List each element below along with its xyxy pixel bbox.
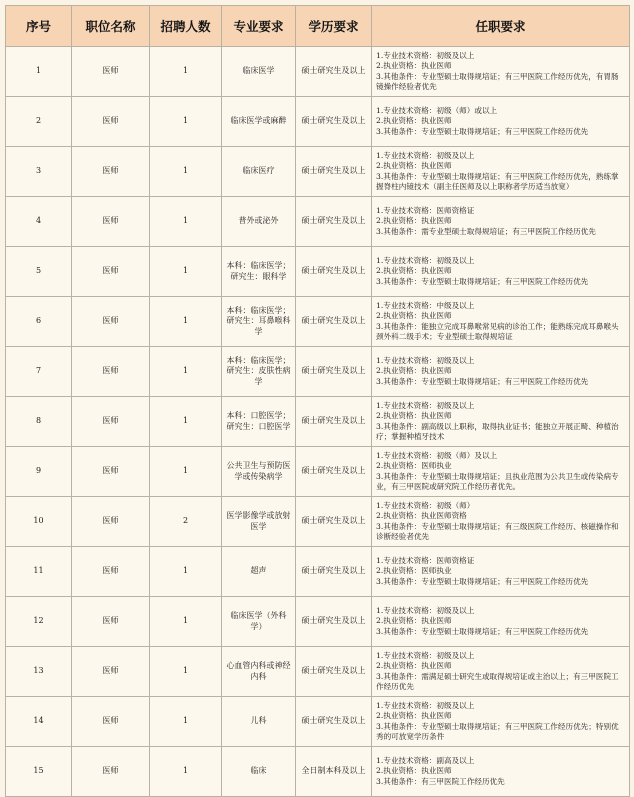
requirement-line: 3.其他条件：需专业型硕士取得规培证；有三甲医院工作经历优先 [376, 226, 596, 236]
cell-major: 儿科 [222, 697, 296, 747]
cell-major: 本科：口腔医学；研究生：口腔医学 [222, 397, 296, 447]
table-row [6, 647, 630, 697]
cell-no: 11 [6, 547, 72, 597]
requirement-line: 2.执业资格：执业医师 [376, 411, 452, 421]
cell-major: 普外或泌外 [222, 197, 296, 247]
requirement-line: 1.专业技术资格：副高及以上 [376, 756, 475, 766]
cell-education: 硕士研究生及以上 [296, 297, 372, 347]
table-row [6, 197, 630, 247]
cell-no: 12 [6, 597, 72, 647]
requirement-line: 1.专业技术资格：中级及以上 [376, 301, 475, 311]
cell-count: 1 [150, 297, 222, 347]
cell-no: 5 [6, 247, 72, 297]
cell-count: 1 [150, 697, 222, 747]
requirement-line: 3.其他条件：有三甲医院工作经历优先 [376, 776, 505, 786]
requirement-line: 1.专业技术资格：初级（师）及以上 [376, 451, 498, 461]
cell-no: 2 [6, 97, 72, 147]
cell-no: 8 [6, 397, 72, 447]
cell-count: 1 [150, 97, 222, 147]
cell-requirements [372, 447, 630, 497]
requirement-line: 1.专业技术资格：医师资格证 [376, 556, 475, 566]
requirement-line: 1.专业技术资格：初级及以上 [376, 51, 475, 61]
requirement-line: 3.其他条件：专业型硕士取得规培证；有三级医院工作经历、核磁操作和诊断经验者优先 [376, 521, 619, 541]
requirement-line: 2.执业资格：执业医师 [376, 311, 452, 321]
cell-education: 硕士研究生及以上 [296, 547, 372, 597]
cell-title: 医师 [72, 247, 150, 297]
cell-requirements [372, 47, 630, 97]
table-row [6, 147, 630, 197]
cell-requirements [372, 197, 630, 247]
recruitment-table [5, 5, 630, 797]
cell-title: 医师 [72, 697, 150, 747]
requirement-line: 3.其他条件：专业型硕士取得规培证；有三甲医院工作经历优先，熟练掌握脊柱内镜技术（副主任医师及以上职称者学历适当放宽） [376, 171, 619, 191]
cell-no: 9 [6, 447, 72, 497]
requirement-line: 3.其他条件：专业型硕士取得规培证；有三甲医院工作经历优先 [376, 276, 589, 286]
cell-major: 医学影像学或放射医学 [222, 497, 296, 547]
cell-requirements [372, 397, 630, 447]
table-row [6, 497, 630, 547]
cell-education: 硕士研究生及以上 [296, 397, 372, 447]
requirement-line: 3.其他条件：专业型硕士取得规培证；有三甲医院工作经历优先 [376, 576, 589, 586]
cell-major: 公共卫生与预防医学或传染病学 [222, 447, 296, 497]
cell-no: 13 [6, 647, 72, 697]
cell-requirements [372, 747, 630, 797]
cell-no: 15 [6, 747, 72, 797]
cell-major: 本科：临床医学；研究生：皮肤性病学 [222, 347, 296, 397]
requirement-line: 2.执业资格：执业医师 [376, 711, 452, 721]
requirement-line: 1.专业技术资格：初级及以上 [376, 151, 475, 161]
table-row [6, 447, 630, 497]
cell-requirements [372, 147, 630, 197]
cell-major: 临床医学 [222, 47, 296, 97]
cell-major: 本科：临床医学；研究生：眼科学 [222, 247, 296, 297]
table-row [6, 347, 630, 397]
cell-title: 医师 [72, 97, 150, 147]
cell-count: 1 [150, 347, 222, 397]
header-title: 职位名称 [72, 6, 150, 47]
cell-count: 1 [150, 447, 222, 497]
requirement-line: 3.其他条件：专业型硕士取得规培证；有三甲医院工作经历优先 [376, 126, 589, 136]
cell-title: 医师 [72, 447, 150, 497]
cell-requirements [372, 347, 630, 397]
requirement-line: 2.执业资格：医师执业 [376, 461, 452, 471]
header-requirements: 任职要求 [372, 6, 630, 47]
requirement-line: 2.执业资格：执业医师资格 [376, 511, 467, 521]
cell-count: 1 [150, 547, 222, 597]
cell-no: 14 [6, 697, 72, 747]
cell-education: 硕士研究生及以上 [296, 47, 372, 97]
cell-count: 1 [150, 597, 222, 647]
cell-title: 医师 [72, 297, 150, 347]
requirement-line: 1.专业技术资格：初级及以上 [376, 606, 475, 616]
requirement-line: 3.其他条件：专业型硕士取得规培证；有三甲医院工作经历优先 [376, 626, 589, 636]
cell-education: 硕士研究生及以上 [296, 497, 372, 547]
cell-count: 1 [150, 647, 222, 697]
table-row [6, 397, 630, 447]
cell-requirements [372, 297, 630, 347]
header-education: 学历要求 [296, 6, 372, 47]
cell-education: 硕士研究生及以上 [296, 647, 372, 697]
requirement-line: 2.执业资格：执业医师 [376, 661, 452, 671]
cell-education: 硕士研究生及以上 [296, 147, 372, 197]
requirement-line: 2.执业资格：执业医师 [376, 161, 452, 171]
table-body [6, 47, 630, 797]
requirement-line: 2.执业资格：执业医师 [376, 61, 452, 71]
cell-title: 医师 [72, 597, 150, 647]
recruitment-table-wrapper [5, 5, 629, 797]
requirement-line: 1.专业技术资格：初级（师） [376, 501, 475, 511]
cell-count: 1 [150, 247, 222, 297]
cell-education: 硕士研究生及以上 [296, 447, 372, 497]
table-row [6, 747, 630, 797]
table-row [6, 247, 630, 297]
cell-no: 6 [6, 297, 72, 347]
cell-title: 医师 [72, 197, 150, 247]
table-header [6, 6, 630, 47]
cell-requirements [372, 97, 630, 147]
requirement-line: 3.其他条件：专业型硕士取得规培证；有三甲医院工作经历优先；特别优秀的可放宽学历条件 [376, 721, 619, 741]
cell-major: 超声 [222, 547, 296, 597]
requirement-line: 2.执业资格：医师执业 [376, 566, 452, 576]
header-major: 专业要求 [222, 6, 296, 47]
requirement-line: 2.执业资格：执业医师 [376, 266, 452, 276]
cell-no: 4 [6, 197, 72, 247]
cell-count: 1 [150, 147, 222, 197]
cell-title: 医师 [72, 347, 150, 397]
cell-count: 1 [150, 197, 222, 247]
requirement-line: 3.其他条件：需满足硕士研究生或取得规培证或主治以上；有三甲医院工作经历优先 [376, 671, 619, 691]
table-row [6, 47, 630, 97]
requirement-line: 3.其他条件：能独立完成耳鼻喉常见病的诊治工作；能熟练完成耳鼻喉头颈外科二级手术；专业型硕士取得规培证 [376, 321, 619, 341]
requirement-line: 1.专业技术资格：初级（师）或以上 [376, 106, 498, 116]
cell-count: 2 [150, 497, 222, 547]
table-row [6, 697, 630, 747]
table-row [6, 297, 630, 347]
requirement-line: 1.专业技术资格：初级及以上 [376, 401, 475, 411]
requirement-line: 2.执业资格：执业医师 [376, 116, 452, 126]
cell-count: 1 [150, 397, 222, 447]
requirement-line: 2.执业资格：执业医师 [376, 616, 452, 626]
table-row [6, 597, 630, 647]
requirement-line: 3.其他条件：副高级以上职称，取得执业证书；能独立开展正畸、种植治疗；掌握种植牙技术 [376, 421, 619, 441]
cell-count: 1 [150, 47, 222, 97]
cell-title: 医师 [72, 747, 150, 797]
cell-title: 医师 [72, 397, 150, 447]
requirement-line: 1.专业技术资格：初级及以上 [376, 701, 475, 711]
cell-education: 全日制本科及以上 [296, 747, 372, 797]
requirement-line: 3.其他条件：专业型硕士取得规培证；且执业范围为公共卫生或传染病专业，有三甲医院或研究院工作经历者优先。 [376, 471, 619, 491]
cell-major: 临床医疗 [222, 147, 296, 197]
header-no: 序号 [6, 6, 72, 47]
requirement-line: 3.其他条件：专业型硕士取得规培证；有三甲医院工作经历优先 [376, 376, 589, 386]
cell-requirements [372, 497, 630, 547]
cell-education: 硕士研究生及以上 [296, 97, 372, 147]
cell-requirements [372, 697, 630, 747]
cell-title: 医师 [72, 147, 150, 197]
requirement-line: 1.专业技术资格：初级及以上 [376, 651, 475, 661]
cell-requirements [372, 647, 630, 697]
cell-title: 医师 [72, 497, 150, 547]
cell-major: 心血管内科或神经内科 [222, 647, 296, 697]
header-row [6, 6, 630, 47]
cell-requirements [372, 597, 630, 647]
cell-count: 1 [150, 747, 222, 797]
cell-major: 临床 [222, 747, 296, 797]
cell-education: 硕士研究生及以上 [296, 697, 372, 747]
cell-no: 3 [6, 147, 72, 197]
cell-no: 10 [6, 497, 72, 547]
cell-education: 硕士研究生及以上 [296, 347, 372, 397]
requirement-line: 3.其他条件：专业型硕士取得规培证；有三甲医院工作经历优先，有胃肠镜操作经验者优先 [376, 71, 619, 91]
requirement-line: 1.专业技术资格：医师资格证 [376, 206, 475, 216]
cell-major: 临床医学（外科学） [222, 597, 296, 647]
table-row [6, 97, 630, 147]
cell-title: 医师 [72, 547, 150, 597]
requirement-line: 2.执业资格：执业医师 [376, 766, 452, 776]
cell-education: 硕士研究生及以上 [296, 247, 372, 297]
cell-major: 本科：临床医学；研究生：耳鼻喉科学 [222, 297, 296, 347]
requirement-line: 2.执业资格：执业医师 [376, 216, 452, 226]
requirement-line: 2.执业资格：执业医师 [376, 366, 452, 376]
cell-education: 硕士研究生及以上 [296, 197, 372, 247]
cell-no: 1 [6, 47, 72, 97]
cell-title: 医师 [72, 647, 150, 697]
table-row [6, 547, 630, 597]
cell-requirements [372, 247, 630, 297]
header-count: 招聘人数 [150, 6, 222, 47]
cell-requirements [372, 547, 630, 597]
cell-title: 医师 [72, 47, 150, 97]
cell-no: 7 [6, 347, 72, 397]
cell-education: 硕士研究生及以上 [296, 597, 372, 647]
requirement-line: 1.专业技术资格：初级及以上 [376, 256, 475, 266]
cell-major: 临床医学或麻醉 [222, 97, 296, 147]
requirement-line: 1.专业技术资格：初级及以上 [376, 356, 475, 366]
